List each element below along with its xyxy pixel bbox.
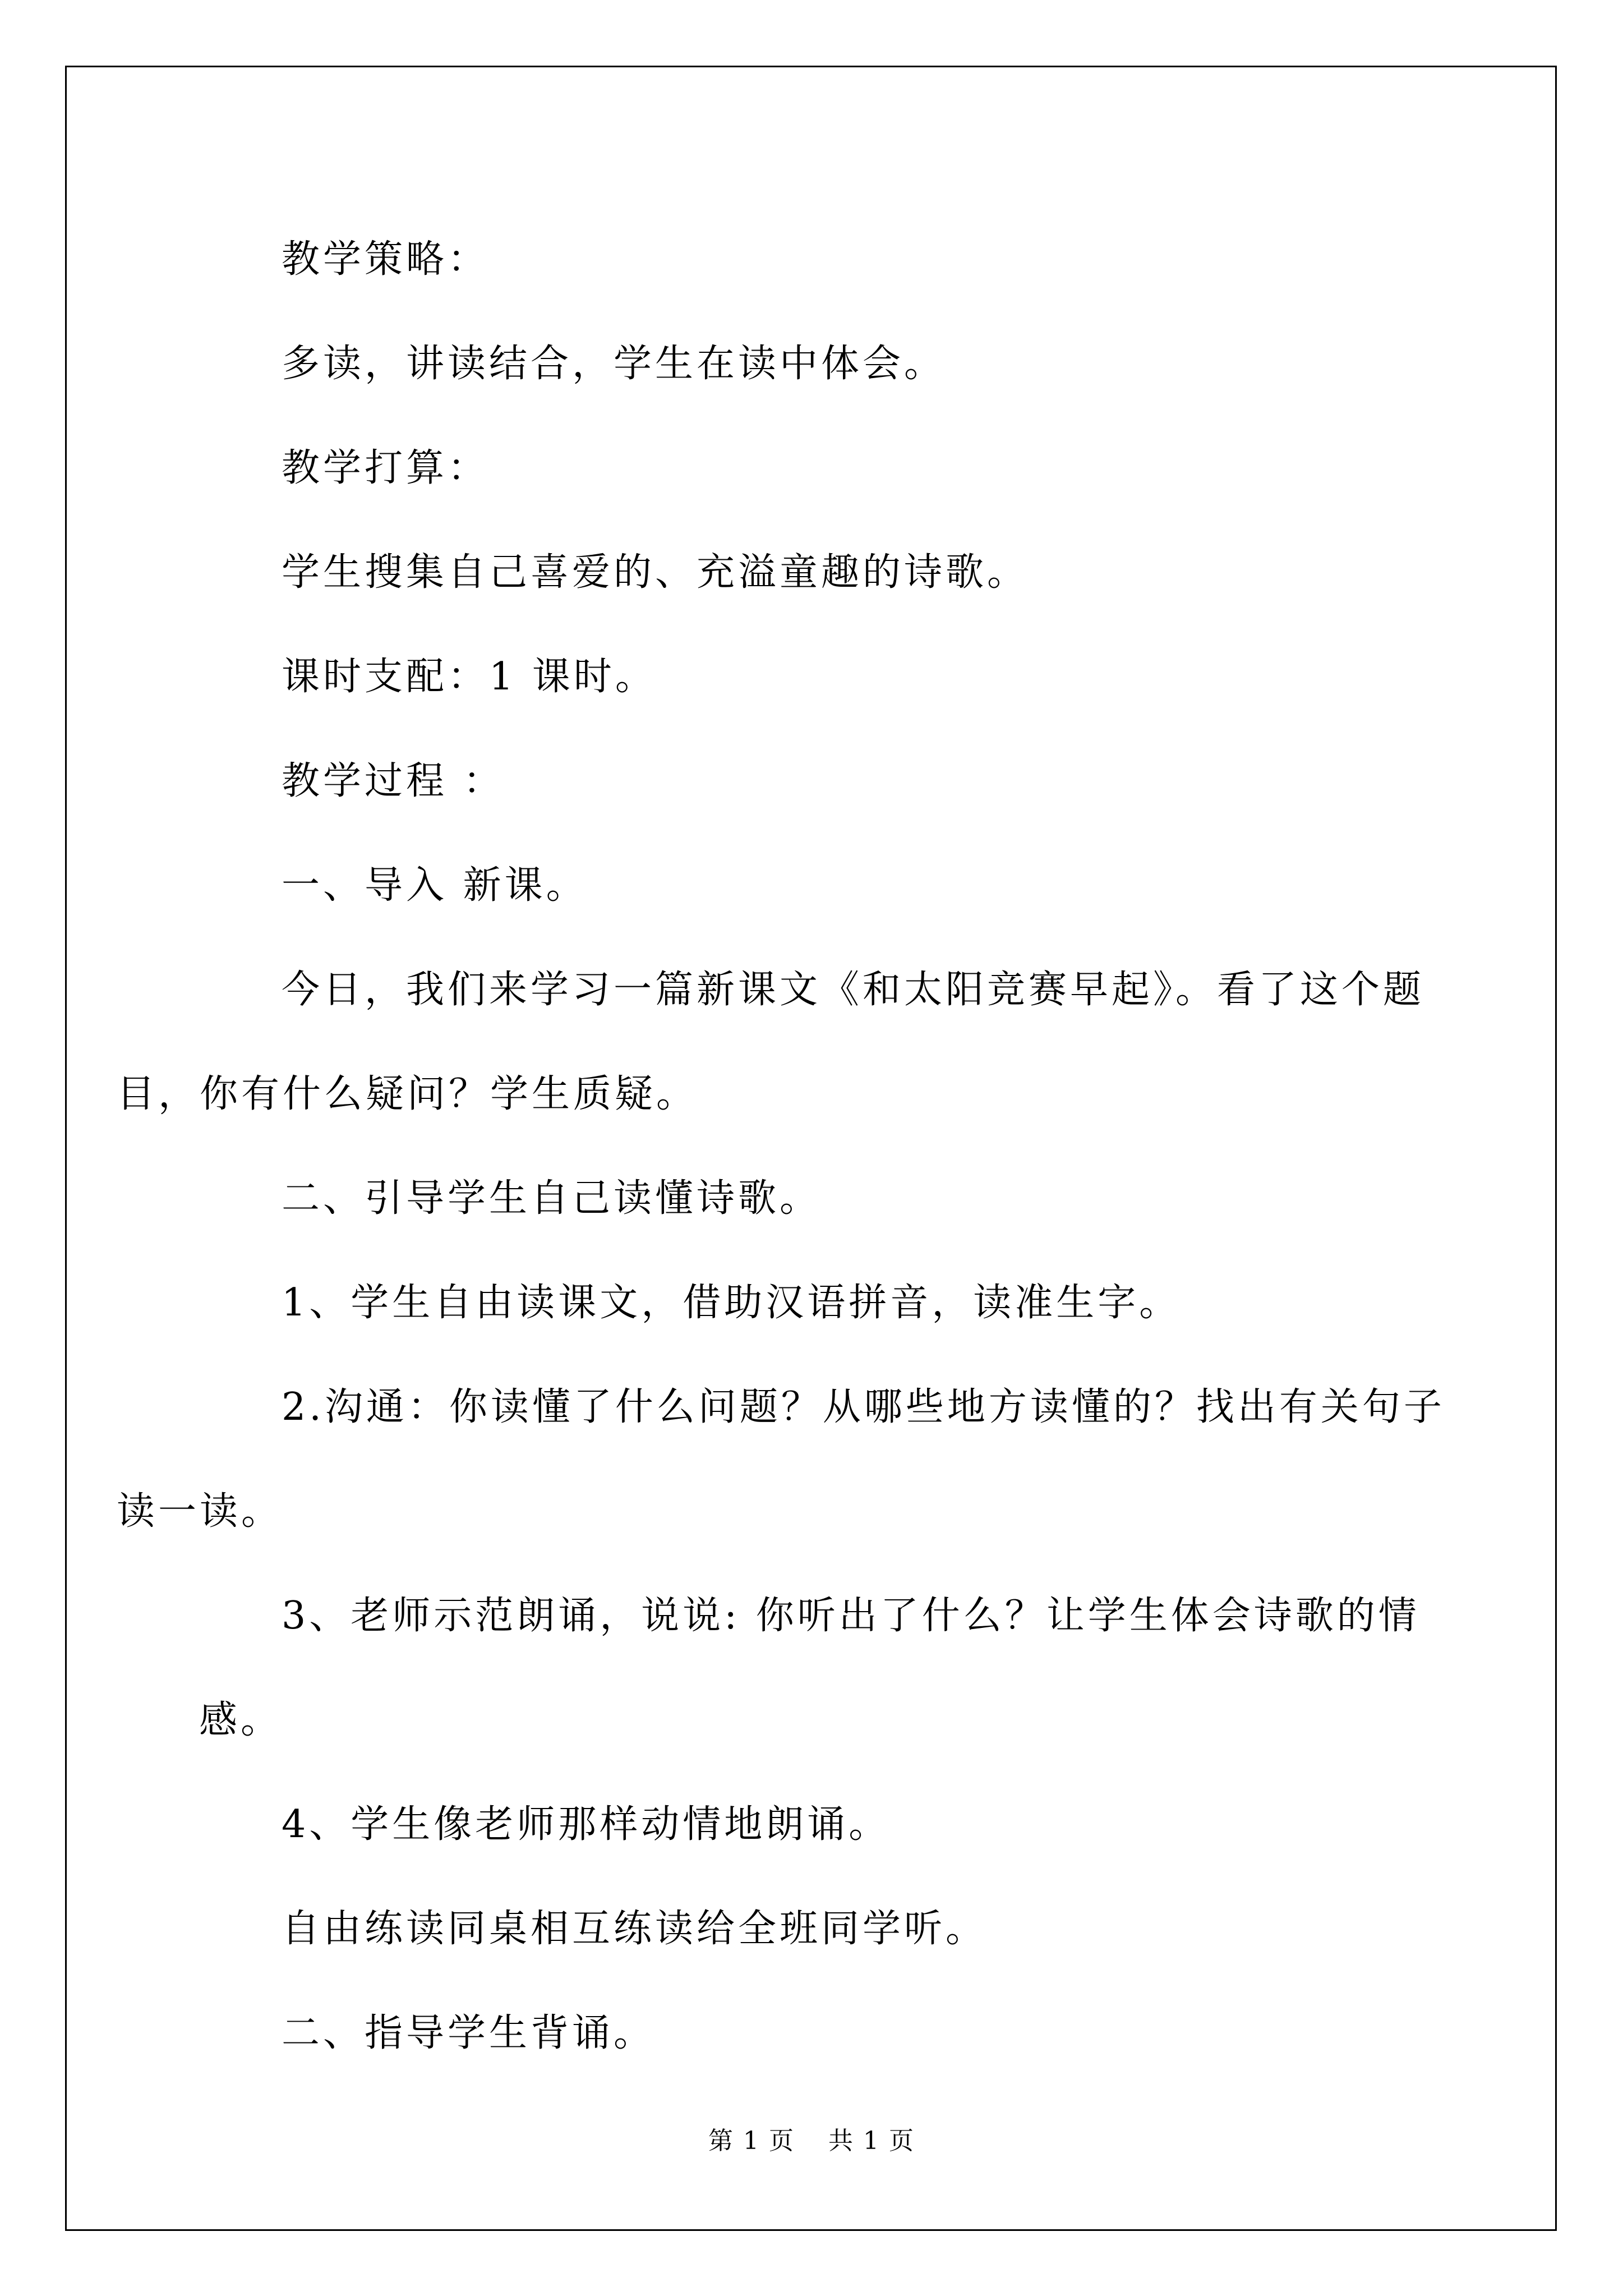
paragraph-item-1: 1、学生自由读课文，借助汉语拼音，读准生字。 [282, 1281, 1181, 1325]
page-number-total: 共 1 页 [828, 2127, 915, 2155]
document-body [117, 208, 1450, 2086]
paragraph-item-4: 4、学生像老师那样动情地朗诵。 [282, 1802, 891, 1847]
paragraph-step-two: 二、引导学生自己读懂诗歌。 [282, 1176, 822, 1221]
paragraph-preparation: 学生搜集自己喜爱的、充溢童趣的诗歌。 [282, 550, 1029, 595]
paragraph-preparation-heading: 教学打算： [282, 446, 490, 490]
page-footer [0, 2120, 1623, 2156]
paragraph-teaching-strategy: 多读，讲读结合，学生在读中体会。 [282, 342, 946, 386]
paragraph-practice: 自由练读同桌相互练读给全班同学听。 [282, 1907, 988, 1951]
paragraph-process-heading: 教学过程 ： [282, 759, 505, 803]
paragraph-introduction: 今日，我们来学习一篇新课文《和太阳竞赛早起》。看了这个题目，你有什么疑问？学生质疑。 [117, 968, 1425, 1116]
paragraph-step-one: 一、导入 新课。 [282, 863, 588, 908]
paragraph-teaching-strategy-heading: 教学策略： [282, 237, 490, 282]
paragraph-item-2: 2.沟通：你读懂了什么问题？从哪些地方读懂的？找出有关句子读一读。 [117, 1385, 1445, 1534]
paragraph-class-hours: 课时支配：1 课时。 [282, 655, 657, 699]
page-number-current: 第 1 页 [708, 2127, 795, 2155]
paragraph-recitation: 二、指导学生背诵。 [282, 2011, 656, 2055]
paragraph-item-3: 3、老师示范朗诵，说说: 你听出了什么？让学生体会诗歌的情感。 [199, 1594, 1420, 1742]
